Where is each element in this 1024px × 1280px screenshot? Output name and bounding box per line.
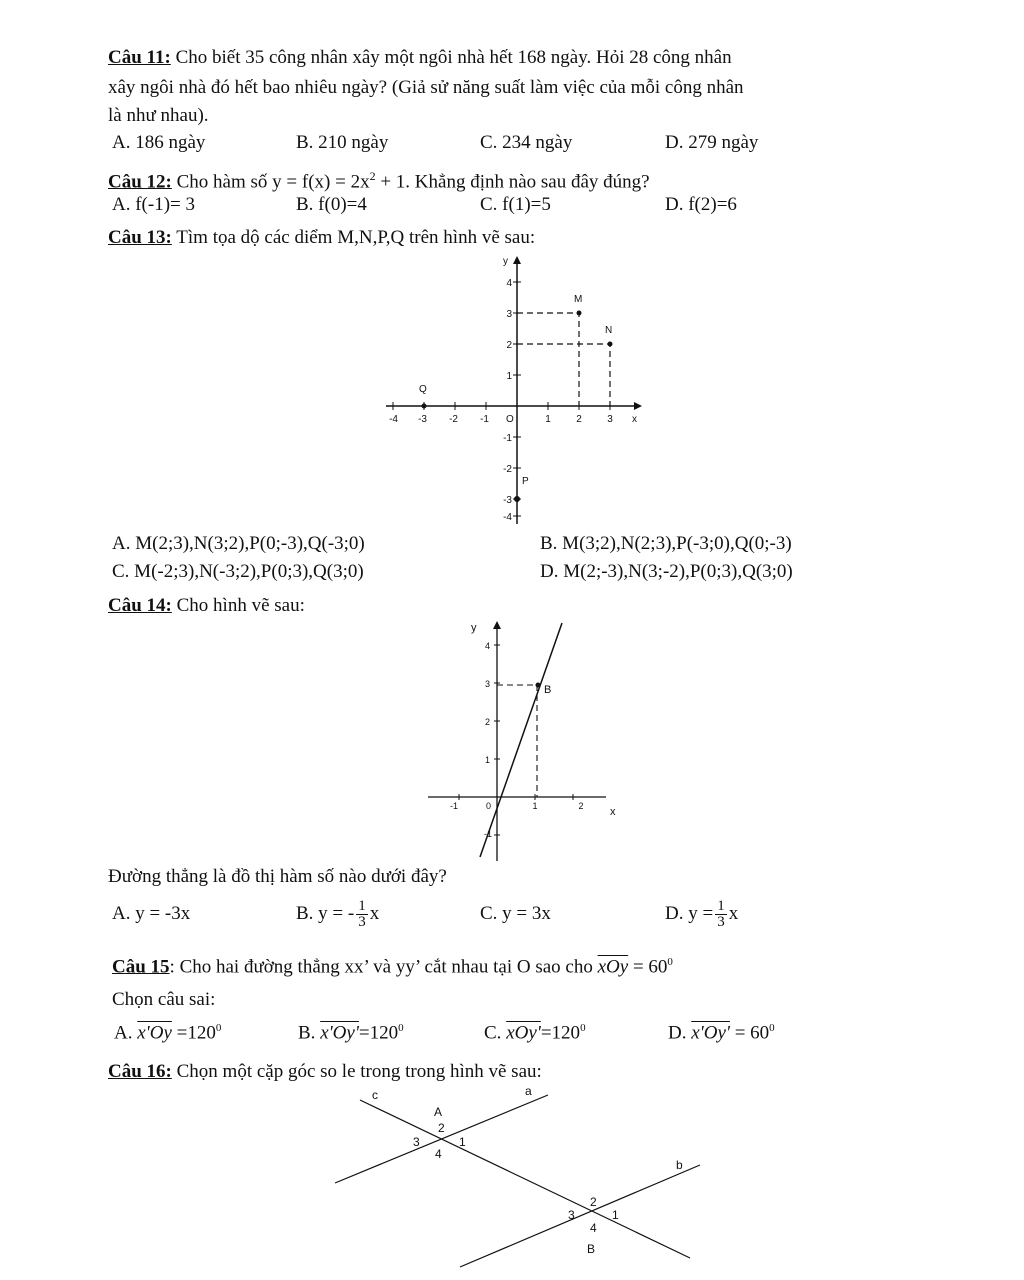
q15-option-a[interactable]: A. $x'Oy =120^0$ [114, 1022, 222, 1044]
q11-option-b[interactable]: B. 210 ngày [296, 132, 389, 153]
q16-angle-a4: 4 [435, 1147, 442, 1161]
q13-y-tick: -4 [503, 512, 512, 523]
q13-point-q [422, 404, 427, 409]
q16-label-c: c [372, 1088, 378, 1102]
q14-x-tick: 2 [578, 801, 584, 811]
q16-angle-a1: 1 [459, 1135, 466, 1149]
q16-label-b: b [676, 1158, 683, 1172]
q14-label-b: B [544, 684, 552, 696]
q11-option-a[interactable]: A. 186 ngày [112, 132, 206, 153]
q16-angle-b3: 3 [568, 1208, 575, 1222]
q13-y-tick: 2 [506, 340, 512, 351]
q13-x-tick: -3 [418, 414, 427, 425]
q14-y-axis-label: y [471, 622, 477, 634]
q13-x-tick: 1 [545, 414, 551, 425]
q13-option-c[interactable]: C. M(-2;3),N(-3;2),P(0;3),Q(3;0) [112, 561, 364, 582]
q16-point-a: A [434, 1105, 443, 1119]
q14-question: Đường thẳng là đồ thị hàm số nào dưới đây? [108, 866, 447, 887]
q16-angle-a3: 3 [413, 1135, 420, 1149]
q12-option-c[interactable]: C. f(1)=5 [480, 194, 551, 215]
q13-label-p: P [522, 476, 529, 487]
q13-y-tick: 1 [506, 371, 512, 382]
q15-line: Câu 15: Cho hai đường thẳng xx’ và yy’ cắt nhau tại O sao cho $\overline{xOy} = 60^0$ [112, 956, 673, 978]
q16-angle-b2: 2 [590, 1195, 597, 1209]
q14-option-d[interactable]: D. y = $\frac{1}{3}$ x [665, 898, 739, 931]
q13-point-n [608, 342, 613, 347]
q14-option-b[interactable]: B. y = - $\frac{1}{3}$ x [296, 898, 380, 931]
q14-x-axis-label: x [610, 806, 616, 818]
q14-option-a[interactable]: A. y = -3x [112, 903, 191, 924]
q11-line2: xây ngôi nhà đó hết bao nhiêu ngày? (Giả sử năng suất làm việc của mỗi công nhân [108, 77, 744, 98]
q12-option-a[interactable]: A. f(-1)= 3 [112, 194, 195, 215]
q13-origin-label: O [506, 414, 514, 425]
q11-line3: là như nhau). [108, 105, 209, 126]
q14-x-tick: 1 [532, 801, 538, 811]
q16-angle-a2: 2 [438, 1121, 445, 1135]
q14-point-b [536, 683, 541, 688]
q16-label: Câu 16: [108, 1061, 172, 1082]
q14-line-graph [420, 615, 640, 865]
q16-line-c [360, 1100, 690, 1258]
q13-y-tick: -3 [503, 495, 512, 506]
q16-angle-b4: 4 [590, 1221, 597, 1235]
q12-option-d[interactable]: D. f(2)=6 [665, 194, 737, 215]
q14-x-tick: -1 [449, 801, 459, 811]
q11-option-d[interactable]: D. 279 ngày [665, 132, 759, 153]
q13-label-n: N [605, 325, 613, 336]
q13-label-q: Q [419, 384, 427, 395]
q13-y-tick: -1 [503, 433, 512, 444]
q13-y-tick: 4 [506, 278, 512, 289]
q14-y-tick: 1 [484, 755, 490, 765]
q14-label: Câu 14: [108, 595, 172, 616]
q16-line: Câu 16: Chọn một cặp góc so le trong trong hình vẽ sau: [108, 1061, 542, 1082]
q13-point-p [514, 496, 520, 502]
q13-x-tick: -4 [389, 414, 398, 425]
q16-point-b: B [587, 1242, 596, 1256]
q15-prompt: Chọn câu sai: [112, 989, 216, 1010]
q12-line: Câu 12: Cho hàm số $y = f(x) = 2x^2 + 1$. Khẳng định nào sau đây đúng? [108, 169, 650, 193]
q15-option-d[interactable]: D. $x'Oy' = 60^0$ [668, 1022, 775, 1044]
q13-y-axis-label: y [503, 256, 508, 267]
q13-option-b[interactable]: B. M(3;2),N(2;3),P(-3;0),Q(0;-3) [540, 533, 792, 554]
q13-x-tick: 2 [576, 414, 582, 425]
q13-y-tick: 3 [506, 309, 512, 320]
q13-coordinate-graph [380, 250, 650, 530]
q14-y-tick: 3 [484, 679, 490, 689]
q13-x-axis-label: x [632, 414, 637, 425]
q13-x-tick: 3 [607, 414, 613, 425]
q13-x-tick: -2 [449, 414, 458, 425]
q16-line-b [460, 1165, 700, 1267]
q13-label: Câu 13: [108, 227, 172, 248]
q14-origin-label: 0 [486, 801, 492, 811]
q15-option-b[interactable]: B. $x'Oy'=120^0$ [298, 1022, 404, 1044]
q13-label-m: M [574, 294, 583, 305]
q15-option-c[interactable]: C. $xOy'=120^0$ [484, 1022, 586, 1044]
q14-y-tick: 4 [484, 641, 490, 651]
q13-point-m [577, 311, 582, 316]
q13-y-tick: -2 [503, 464, 512, 475]
q13-option-d[interactable]: D. M(2;-3),N(3;-2),P(0;3),Q(3;0) [540, 561, 793, 582]
q16-parallel-lines-figure [320, 1085, 720, 1270]
q12-label: Câu 12: [108, 171, 172, 193]
q15-label: Câu 15 [112, 956, 170, 978]
q11-label: Câu 11: [108, 47, 171, 68]
q14-y-tick: -1 [483, 829, 492, 839]
q16-label-a: a [525, 1085, 532, 1098]
q12-option-b[interactable]: B. f(0)=4 [296, 194, 367, 215]
q14-graph-line [480, 623, 562, 857]
q16-angle-b1: 1 [612, 1208, 619, 1222]
q13-line: Câu 13: Tìm tọa dộ các diểm M,N,P,Q trên hình vẽ sau: [108, 227, 536, 248]
q14-line: Câu 14: Cho hình vẽ sau: [108, 595, 305, 616]
q14-option-c[interactable]: C. y = 3x [480, 903, 551, 924]
q13-option-a[interactable]: A. M(2;3),N(3;2),P(0;-3),Q(-3;0) [112, 533, 365, 554]
q13-x-tick: -1 [480, 414, 489, 425]
q11-option-c[interactable]: C. 234 ngày [480, 132, 573, 153]
q14-y-tick: 2 [484, 717, 490, 727]
q11-line1: Câu 11: Cho biết 35 công nhân xây một ngôi nhà hết 168 ngày. Hỏi 28 công nhân [108, 47, 732, 68]
